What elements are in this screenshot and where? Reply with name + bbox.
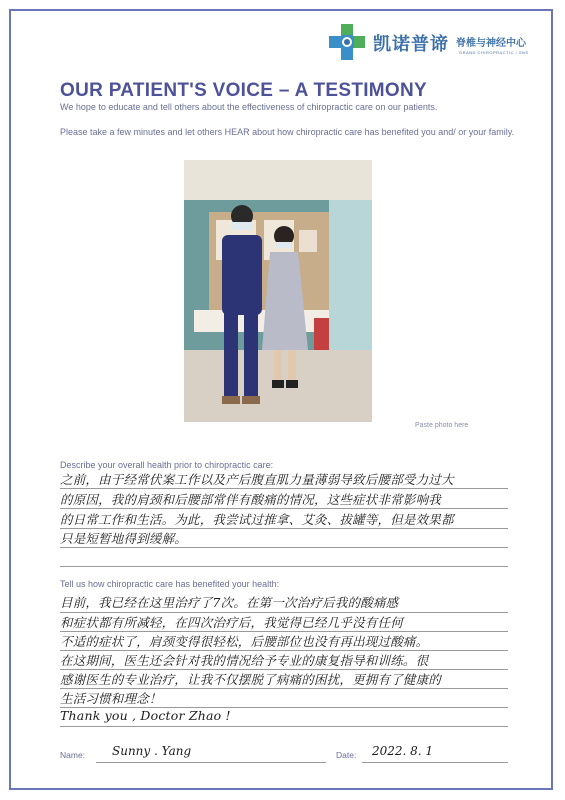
writing-line: [60, 488, 508, 489]
paste-photo-label: Paste photo here: [415, 422, 469, 429]
date-value: 2022. 8. 1: [372, 744, 434, 758]
intro-text: Please take a few minutes and let others HEAR about how chiropractic care has benefited you and/ or your family.: [60, 127, 515, 137]
date-line: [362, 762, 508, 763]
question-prior-health: Describe your overall health prior to chiropractic care:: [60, 460, 274, 470]
photo-area: [90, 160, 490, 438]
writing-line: [60, 508, 508, 509]
answer-benefit-line-1: 目前，我已经在这里治疗了7次。在第一次治疗后我的酸痛感: [60, 595, 399, 610]
name-line: [96, 762, 326, 763]
answer-prior-line-2: 的原因，我的肩颈和后腰部常伴有酸痛的情况，这些症状非常影响我: [60, 492, 442, 507]
clinic-photo-image: [184, 160, 372, 422]
name-value: Sunny . Yang: [112, 744, 192, 758]
medical-cross-icon: [327, 22, 367, 62]
answer-benefit-line-5: 感谢医生的专业治疗，让我不仅摆脱了病痛的困扰，更拥有了健康的: [60, 672, 442, 687]
answer-benefit-line-3: 不适的症状了，肩颈变得很轻松，后腰部位也没有再出现过酸痛。: [60, 634, 429, 649]
clinic-logo: [327, 22, 547, 66]
answer-prior-line-1: 之前，由于经常伏案工作以及产后腹直肌力量薄弱导致后腰部受力过大: [60, 472, 454, 487]
answer-prior-line-3: 的日常工作和生活。为此，我尝试过推拿、艾灸、拔罐等，但是效果都: [60, 512, 454, 527]
patient-doctor-photo: [184, 160, 372, 422]
page-subtitle: We hope to educate and tell others about the effectiveness of chiropractic care on our patients.: [60, 102, 438, 112]
page-title: OUR PATIENT'S VOICE – A TESTIMONY: [60, 80, 428, 101]
logo-chinese-name: 凯诺普谛: [373, 34, 449, 55]
answer-benefit-line-7: Thank you , Doctor Zhao !: [60, 708, 231, 723]
answer-prior-line-4: 只是短暂地得到缓解。: [60, 531, 188, 546]
writing-line: [60, 726, 508, 727]
name-label: Name:: [60, 750, 86, 760]
date-label: Date:: [336, 750, 357, 760]
answer-benefit-line-2: 和症状都有所减轻，在四次治疗后，我觉得已经几乎没有任何: [60, 615, 403, 630]
logo-english-subtitle: GRAND CHIROPRACTIC / SNS: [459, 50, 529, 55]
logo-chinese-subtitle: 脊椎与神经中心: [456, 38, 526, 49]
answer-benefit-line-4: 在这期间，医生还会针对我的情况给予专业的康复指导和训练。很: [60, 653, 429, 668]
writing-line: [60, 547, 508, 548]
writing-line: [60, 566, 508, 567]
answer-benefit-line-6: 生活习惯和理念！: [60, 691, 162, 706]
question-benefits: Tell us how chiropractic care has benefited your health:: [60, 579, 280, 589]
